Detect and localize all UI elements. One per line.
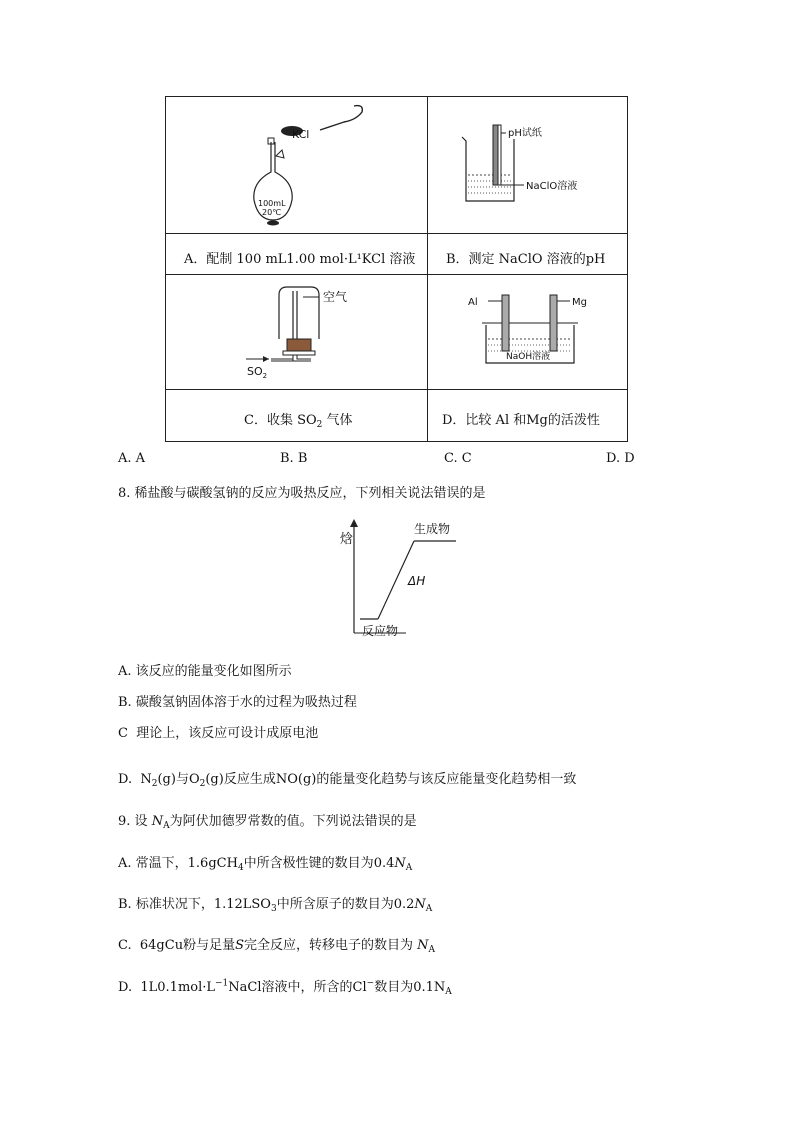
flask-volume-label: 100mL — [258, 199, 286, 208]
al-mg-cell-diagram — [464, 291, 624, 371]
ph-paper-label: pH试纸 — [508, 128, 542, 139]
q9-option-d: D. $1L0.1mol\cdot L^{-1}NaCl$溶液中，所含的Cl−数目为$0.1N_A$ — [118, 978, 452, 997]
so2-inlet-label: $SO_2$ — [247, 365, 268, 380]
naclo-solution-label: NaClO溶液 — [526, 181, 578, 192]
q8-option-d: D. $N_2(g)$与$O_2(g)$反应生成NO(g)的能量变化趋势与该反应能量变化趋势相一致 — [118, 772, 577, 789]
caption-c: C．收集 $SO_2$ 气体 — [244, 413, 353, 430]
apparatus-figure-table — [165, 96, 628, 442]
q9-stem: 9. 设 $N_A$为阿伏加德罗常数的值。下列说法错误的是 — [118, 814, 417, 831]
table-divider-row2 — [166, 274, 627, 275]
q9-option-c: C. 64gCu粉与足量S完全反应，转移电子的数目为 $N_A$ — [118, 938, 436, 955]
naoh-solution-label: NaOH溶液 — [506, 352, 551, 362]
q9-option-a: A. 常温下，1.6gCH$_4$中所含极性键的数目为$0.4N_A$ — [118, 856, 413, 873]
flask-temp-label: 20℃ — [262, 208, 282, 217]
caption-b: B．测定 NaClO 溶液的pH — [446, 252, 606, 267]
mg-electrode-label: Mg — [572, 297, 587, 308]
kcl-label: KCl — [292, 128, 310, 141]
enthalpy-axis-label: 焓 — [340, 532, 354, 547]
caption-a: A．配制 100 mL1.00 mol·L¹KCl 溶液 — [184, 252, 416, 267]
table-divider-row3 — [166, 389, 627, 390]
q8-option-a: A. 该反应的能量变化如图所示 — [118, 664, 292, 679]
q7-option-a: A. A — [118, 451, 146, 466]
table-divider-row1 — [166, 233, 627, 234]
product-label: 生成物 — [414, 522, 451, 536]
q7-option-d: D. D — [606, 451, 635, 466]
delta-h-label: ΔH — [408, 574, 426, 588]
gas-collection-diagram — [241, 281, 371, 381]
reactant-label: 反应物 — [362, 624, 399, 638]
q8-option-c: C 理论上，该反应可设计成原电池 — [118, 726, 319, 741]
al-electrode-label: Al — [468, 297, 478, 308]
volumetric-flask-diagram — [236, 102, 366, 230]
q8-option-b: B. 碳酸氢钠固体溶于水的过程为吸热过程 — [118, 695, 357, 710]
energy-diagram — [330, 515, 470, 640]
q7-option-c: C. C — [444, 451, 472, 466]
q7-option-b: B. B — [280, 451, 308, 466]
caption-d: D．比较 Al 和Mg的活泼性 — [442, 413, 600, 428]
q9-option-b: B. 标准状况下，$1.12LSO_3$中所含原子的数目为$0.2N_A$ — [118, 897, 433, 914]
q8-stem: 8. 稀盐酸与碳酸氢钠的反应为吸热反应，下列相关说法错误的是 — [118, 486, 486, 501]
air-label: 空气 — [323, 290, 348, 304]
ph-test-diagram — [456, 119, 616, 214]
